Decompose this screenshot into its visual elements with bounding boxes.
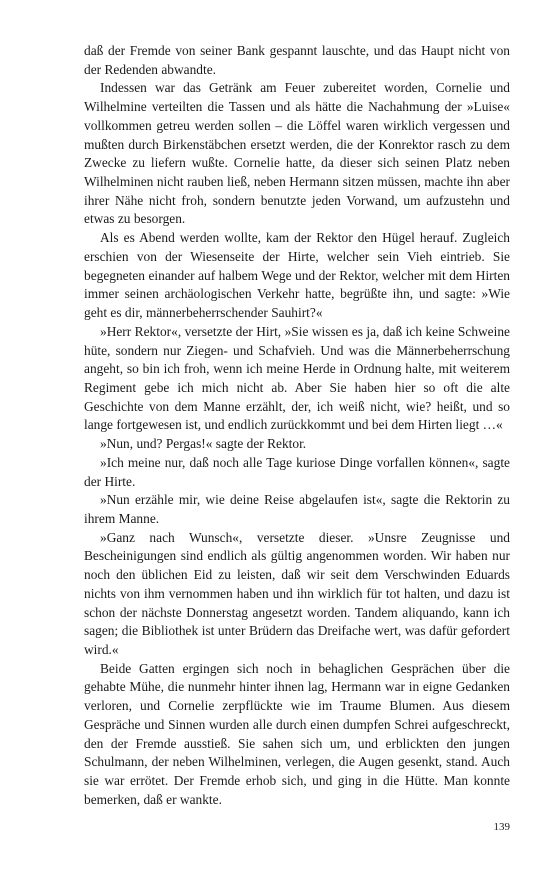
paragraph: »Ich meine nur, daß noch alle Tage kuriose Dinge vorfallen können«, sagte der Hirte. [84,454,510,489]
paragraph: Als es Abend werden wollte, kam der Rektor den Hügel herauf. Zugleich erschien von der Wiesenseite der Hirte, welcher sein Vieh eintrieb. Sie begegneten einander auf halbem Wege und der Rektor, welcher mit dem Hirten immer seinen archäologischen Verkehr hatte, begrüßte ihn, und sagte: »Wie geht es dir, männerbeherrschender Sauhirt?« [84,230,510,321]
page-number: 139 [493,821,510,833]
body-text [84,42,510,809]
paragraph: Beide Gatten ergingen sich noch in behaglichen Gesprächen über die gehabte Mühe, die nunmehr hinter ihnen lag, Hermann war in eigne Gedanken verloren, und Cornelie zerpflückte wie im Traume Blumen. Aus diesem Gespräche und Sinnen wurden alle durch einen dumpfen Schrei aufgeschreckt, den der Fremde ausstieß. Sie sahen sich um, und erblickten den jungen Schulmann, der neben Wilhelminen, verlegen, die Augen gesenkt, stand. Auch sie war errötet. Der Fremde erhob sich, und ging in die Hütte. Man konnte bemerken, daß er wankte. [84,660,510,807]
paragraph: Indessen war das Getränk am Feuer zubereitet worden, Cornelie und Wilhelmine verteilten die Tassen und als hätte die Nachahmung der »Luise« vollkommen getreu werden sollen – die Löffel waren wirklich vergessen und mußten durch Birkenstäbchen ersetzt werden, die der Konrektor rasch zu dem Zwecke zu liefern wußte. Cornelie hatte, da dieser sich seinen Platz neben Wilhelminen nicht rauben ließ, neben Hermann sitzen müssen, machte ihn aber ihrer Nähe nicht froh, sondern benutzte jeden Vorwand, um aufzustehn und etwas zu besorgen. [84,80,510,227]
paragraph: daß der Fremde von seiner Bank gespannt lauschte, und das Haupt nicht von der Redenden abwandte. [84,43,510,77]
paragraph: »Nun, und? Pergas!« sagte der Rektor. [100,436,307,452]
paragraph: »Herr Rektor«, versetzte der Hirt, »Sie wissen es ja, daß ich keine Schweine hüte, sondern nur Ziegen- und Schafvieh. Und was die Männerbeherrschung angeht, so bin ich froh, wenn ich meine Herde in Ordnung halte, mit weiterem Regiment gebe ich mich nicht ab. Aber Sie haben hier so oft die alte Geschichte von dem Manne erzählt, der, ich weiß nicht, wie? heißt, und so lange fortgewesen ist, und endlich zurückkommt und bei dem Hirten liegt …« [84,323,510,433]
paragraph: »Ganz nach Wunsch«, versetzte dieser. »Unsre Zeugnisse und Bescheinigungen sind endlich als gültig angenommen worden. Wir haben nur noch den üblichen Eid zu leisten, daß wir seit dem Verschwinden Eduards nichts von ihm vernommen haben und ihn wirklich für tot halten, und dazu ist schon der nächste Donnerstag angesetzt worden. Tandem aliquando, kann ich sagen; die Bibliothek ist unter Brüdern das Dreifache wert, was dafür gefordert wird.« [84,529,510,657]
paragraph: »Nun erzähle mir, wie deine Reise abgelaufen ist«, sagte die Rektorin zu ihrem Manne. [84,492,510,526]
